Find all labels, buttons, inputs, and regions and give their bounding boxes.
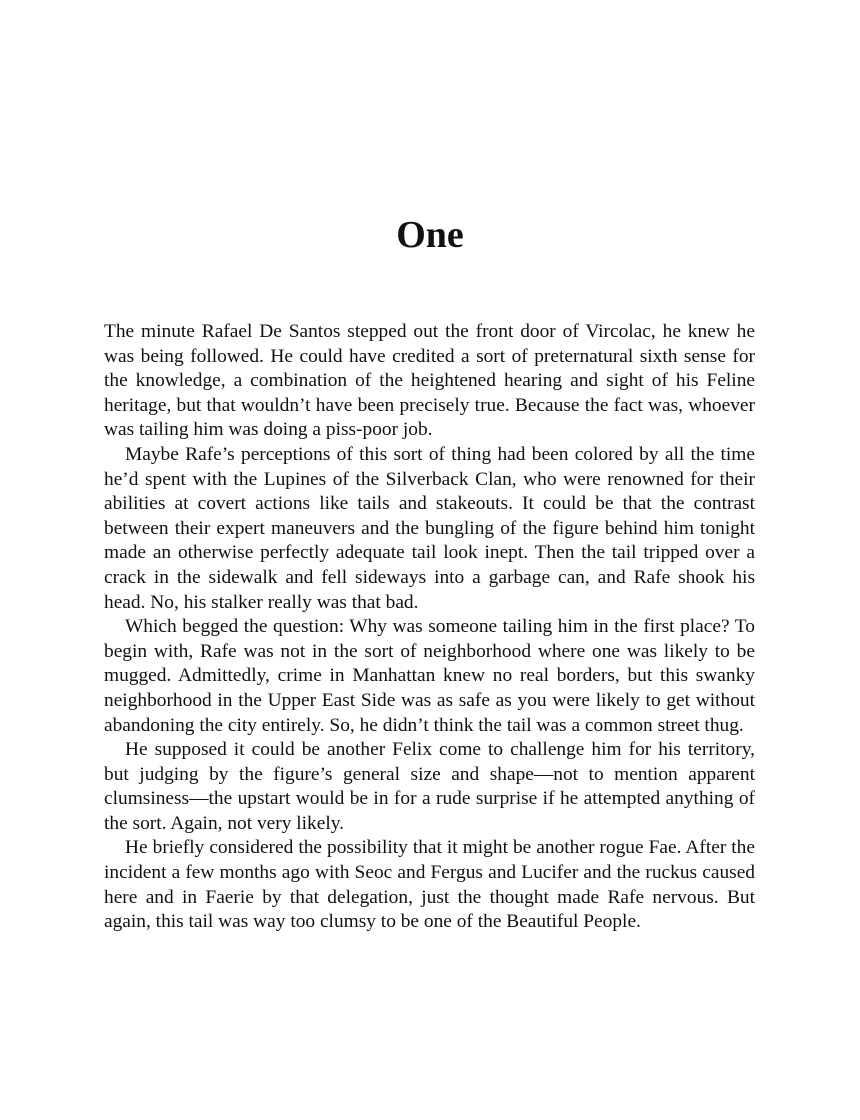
- paragraph: Which begged the question: Why was someone tailing him in the first place? To begin with, Rafe was not in the sort of neighborhood where one was likely to be mugged. Admittedly, crime in Manhattan knew no real borders, but this swanky neighborhood in the Upper East Side was as safe as you were likely to get without abandoning the city entirely. So, he didn’t think the tail was a common street thug.: [104, 616, 755, 736]
- paragraph: He briefly considered the possibility that it might be another rogue Fae. After the incident a few months ago with Seoc and Fergus and Lucifer and the ruckus caused here and in Faerie by that delegation, just the thought made Rafe nervous. But again, this tail was way too clumsy to be one of the Beautiful People.: [104, 837, 755, 933]
- paragraph: The minute Rafael De Santos stepped out the front door of Vircolac, he knew he was being followed. He could have credited a sort of preternatural sixth sense for the knowledge, a combination of the heightened hearing and sight of his Feline heritage, but that wouldn’t have been precisely true. Because the fact was, whoever was tailing him was doing a piss-poor job.: [104, 321, 755, 441]
- chapter-body: [104, 320, 755, 935]
- chapter-title: One: [396, 214, 464, 256]
- paragraph: He supposed it could be another Felix come to challenge him for his territory, but judging by the figure’s general size and shape—not to mention apparent clumsiness—the upstart would be in for a rude surprise if he attempted anything of the sort. Again, not very likely.: [104, 739, 755, 834]
- paragraph: Maybe Rafe’s perceptions of this sort of thing had been colored by all the time he’d spent with the Lupines of the Silverback Clan, who were renowned for their abilities at covert actions like tails and stakeouts. It could be that the contrast between their expert maneuvers and the bungling of the figure behind him tonight made an otherwise perfectly adequate tail look inept. Then the tail tripped over a crack in the sidewalk and fell sideways into a garbage can, and Rafe shook his head. No, his stalker really was that bad.: [104, 443, 755, 613]
